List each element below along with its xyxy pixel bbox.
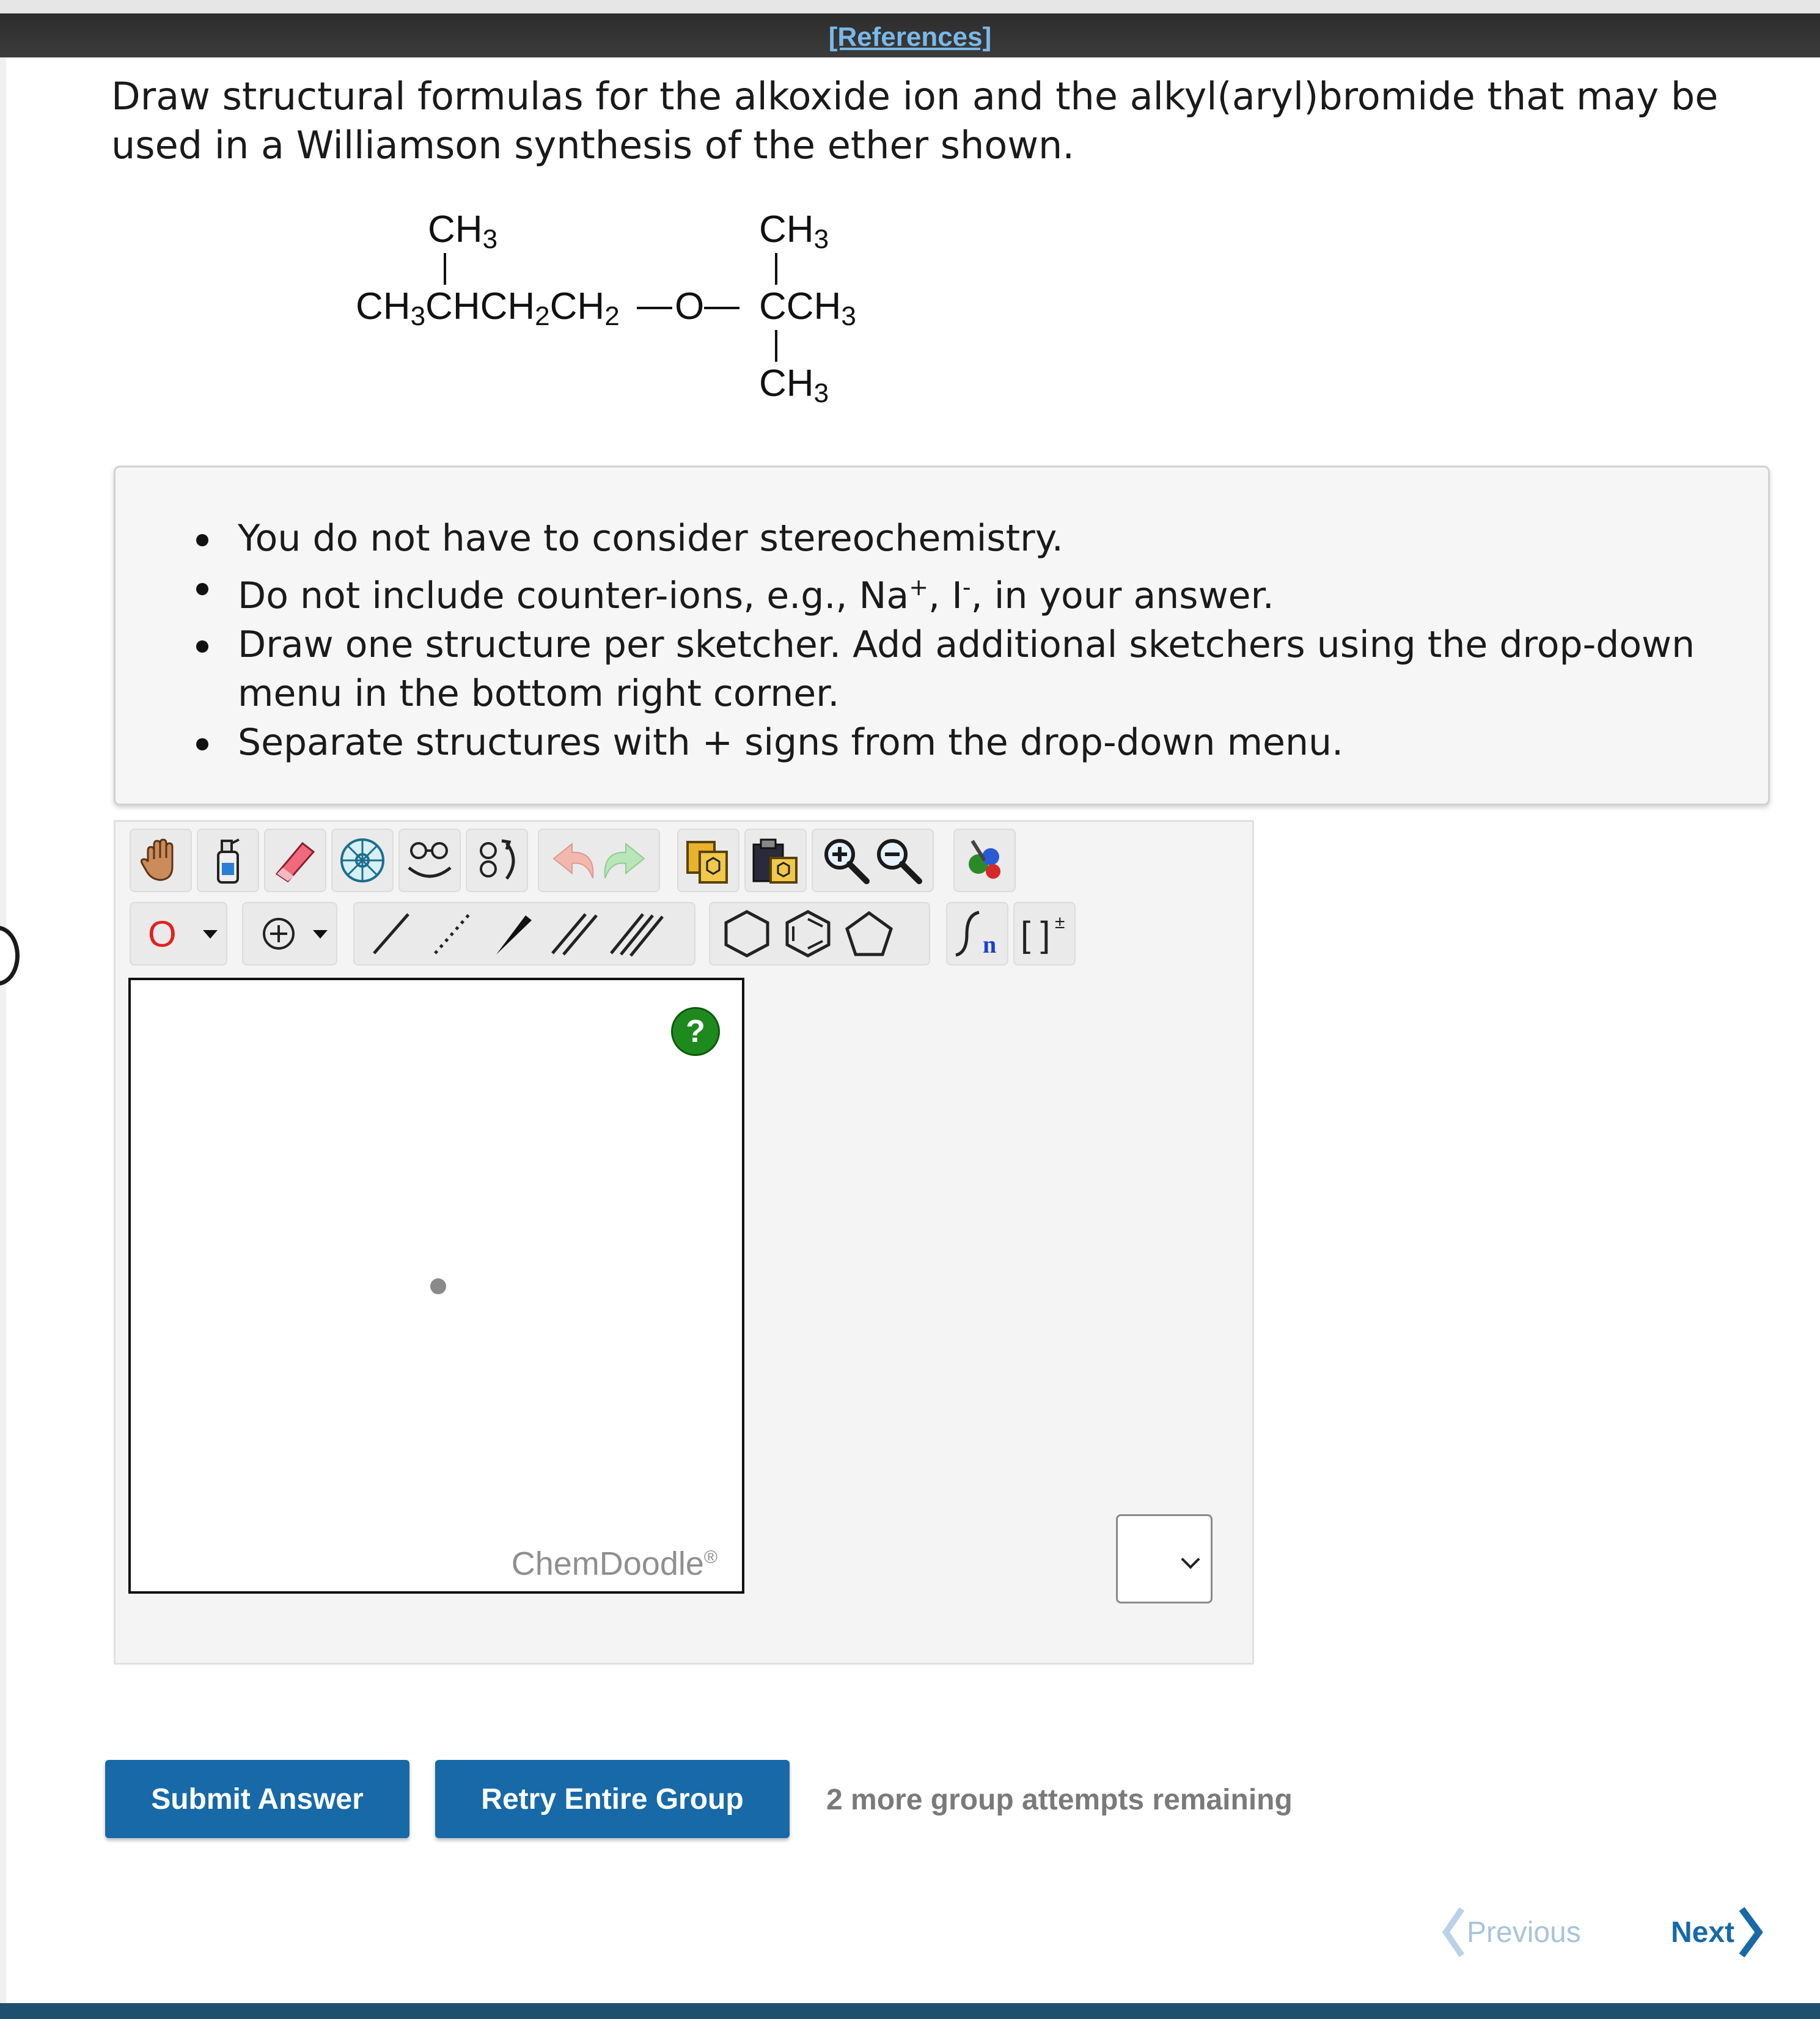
pentagon-ring-icon[interactable]	[838, 908, 900, 959]
lasso-button[interactable]	[398, 829, 461, 892]
charge-plus-icon	[260, 915, 297, 952]
left-edge	[0, 57, 6, 2003]
bracket-charge-icon	[1017, 906, 1072, 961]
main-chain-left: $CH_3CHCH_2CH_2$	[356, 285, 620, 331]
previous-link[interactable]	[1440, 1907, 1581, 1958]
zoom-in-icon[interactable]	[820, 836, 873, 885]
instruction-item: Do not include counter-ions, e.g., Na+, I-, in your answer.	[201, 563, 1717, 620]
references-link[interactable]: [References]	[828, 22, 992, 52]
repeat-unit-button[interactable]	[946, 902, 1008, 966]
svg-text:±: ±	[1055, 912, 1065, 933]
bracket-charge-button[interactable]	[1013, 902, 1076, 966]
brand-text: ChemDoodle	[511, 1545, 704, 1582]
double-bond-icon[interactable]	[544, 909, 605, 958]
ring-templates-icon	[338, 836, 387, 885]
bond-line	[704, 307, 739, 309]
branch-methyl-top: $CH_3$	[759, 208, 829, 254]
next-link[interactable]	[1671, 1907, 1765, 1958]
references-bar	[0, 13, 1820, 57]
svg-text:n: n	[983, 931, 997, 958]
branch-methyl-bottom: $CH_3$	[759, 362, 829, 408]
benzene-ring-icon[interactable]	[777, 908, 838, 959]
current-atom-label: O	[148, 914, 177, 955]
sketcher-canvas[interactable]	[128, 978, 744, 1594]
triple-bond-icon[interactable]	[605, 909, 666, 958]
recessed-bond-icon[interactable]	[422, 909, 483, 958]
wedge-bond-icon[interactable]	[483, 909, 544, 958]
add-sketcher-dropdown[interactable]	[1116, 1514, 1213, 1603]
hexagon-ring-icon[interactable]	[716, 908, 777, 959]
chevron-left-icon	[1440, 1907, 1467, 1958]
ether-oxygen: O	[675, 285, 705, 328]
submit-answer-button[interactable]: Submit Answer	[105, 1760, 409, 1838]
rotate-button[interactable]	[466, 829, 528, 892]
question-text: Draw structural formulas for the alkoxide ion and the alkyl(aryl)bromide that may be used in a Williamson synthesis of the ether shown.	[111, 74, 1719, 167]
zoom-out-icon[interactable]	[873, 836, 925, 885]
chemdoodle-brand: ChemDoodle®	[511, 1545, 717, 1582]
chevron-down-icon	[313, 930, 328, 939]
previous-label: Previous	[1467, 1916, 1581, 1949]
bottom-bar	[0, 2003, 1820, 2019]
retry-entire-group-button[interactable]: Retry Entire Group	[435, 1760, 790, 1838]
bond-line	[775, 330, 777, 362]
side-handle[interactable]	[0, 926, 20, 986]
copy-button[interactable]	[677, 829, 739, 892]
eraser-icon	[272, 837, 318, 884]
undo-icon[interactable]	[550, 839, 599, 882]
zoom-group	[812, 829, 934, 892]
lasso-select-icon	[404, 836, 455, 885]
ether-structure	[342, 202, 892, 422]
instruction-item: You do not have to consider stereochemistry.	[201, 514, 1717, 563]
browser-top-strip	[0, 0, 1820, 13]
atom-element-dropdown[interactable]	[130, 902, 227, 966]
copy-icon	[683, 836, 734, 885]
charge-dropdown[interactable]	[242, 902, 337, 966]
clean-button[interactable]	[953, 829, 1016, 892]
repeat-unit-icon	[950, 906, 1005, 961]
next-label: Next	[1671, 1916, 1735, 1949]
hand-icon	[139, 837, 182, 884]
clean-icon	[960, 836, 1009, 885]
undo-redo-group	[538, 829, 660, 892]
redo-icon[interactable]	[599, 839, 648, 882]
bond-line	[637, 307, 672, 309]
instruction-item: Separate structures with + signs from the drop-down menu.	[201, 718, 1717, 767]
hand-tool-button[interactable]	[130, 829, 192, 892]
attempts-remaining-text: 2 more group attempts remaining	[826, 1784, 1293, 1816]
instruction-item: Draw one structure per sketcher. Add additional sketchers using the drop-down menu in the bottom right corner.	[201, 620, 1717, 718]
templates-button[interactable]	[331, 829, 394, 892]
help-button[interactable]: ?	[671, 1007, 720, 1056]
eraser-tool-button[interactable]	[264, 829, 326, 892]
quaternary-carbon-methyl: $CCH_3$	[759, 285, 856, 331]
paste-icon	[750, 836, 801, 885]
canvas-center-dot	[430, 1278, 446, 1294]
chevron-right-icon	[1734, 1907, 1765, 1958]
bond-line	[775, 253, 777, 285]
paste-button[interactable]	[744, 829, 807, 892]
bond-line	[444, 253, 446, 285]
ring-tools-group	[709, 902, 930, 966]
svg-text:[ ]: [ ]	[1021, 915, 1051, 955]
instructions-list	[201, 514, 1717, 767]
chevron-down-icon	[203, 930, 218, 939]
spray-bottle-icon	[211, 836, 245, 885]
bond-tools-group	[353, 902, 695, 966]
branch-methyl-left: $CH_3$	[428, 208, 498, 254]
spray-tool-button[interactable]	[197, 829, 259, 892]
chevron-down-icon	[1181, 1550, 1200, 1569]
rotate-icon	[471, 836, 523, 885]
single-bond-icon[interactable]	[361, 909, 422, 958]
instructions-box	[114, 466, 1770, 805]
